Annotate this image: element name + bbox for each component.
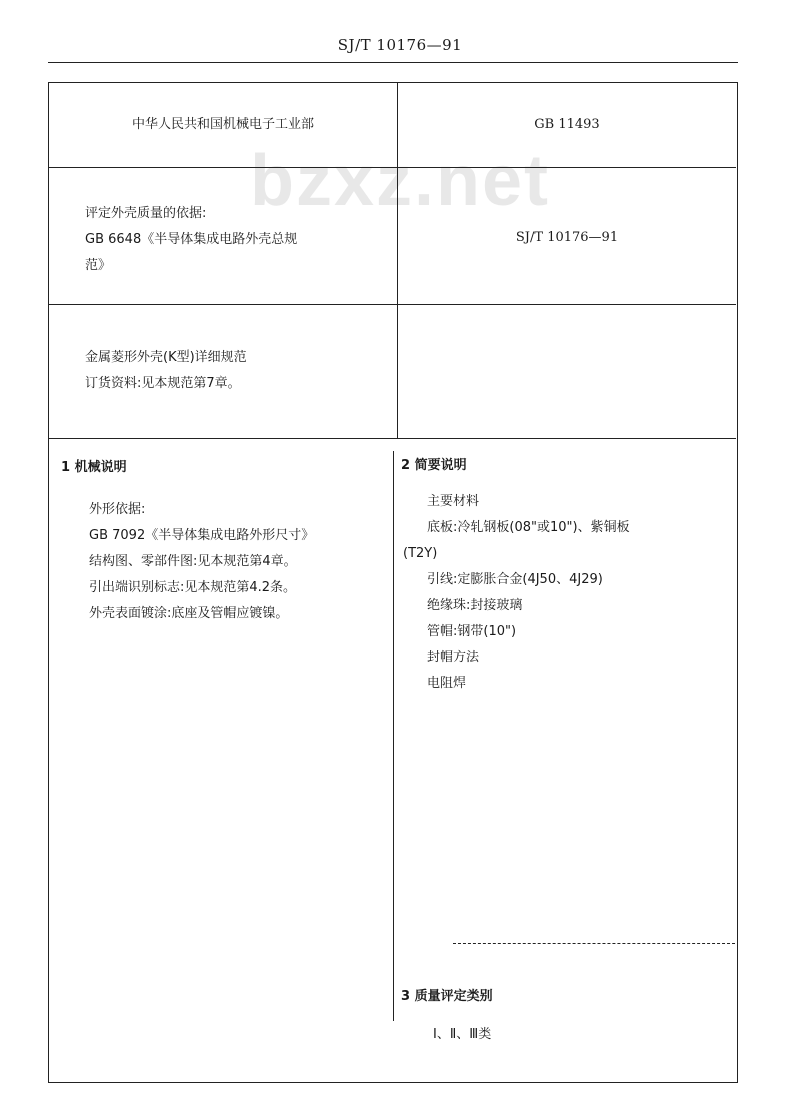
header-rule <box>48 62 738 63</box>
row-divider-3 <box>49 438 736 439</box>
bottom-column-divider <box>393 451 394 1021</box>
quality-class: Ⅰ、Ⅱ、Ⅲ类 <box>433 1027 492 1042</box>
gb-number: GB 11493 <box>534 117 600 132</box>
base-plate-cont: (T2Y) <box>403 546 438 561</box>
ministry-name: 中华人民共和国机械电子工业部 <box>131 117 314 132</box>
section-1-line-2: GB 7092《半导体集成电路外形尺寸》 <box>89 528 315 543</box>
section-1-line-1: 外形依据: <box>89 502 146 517</box>
insulator-material: 绝缘珠:封接玻璃 <box>427 598 523 613</box>
seal-value: 电阻焊 <box>427 676 467 691</box>
section-1-line-5: 外壳表面镀涂:底座及管帽应镀镍。 <box>89 606 289 621</box>
spec-table <box>48 82 738 1083</box>
basis-line-2: 范》 <box>85 258 112 273</box>
row-divider-1 <box>49 167 736 168</box>
spec-title: 金属菱形外壳(K型)详细规范 <box>85 350 247 365</box>
section-2-title: 2 简要说明 <box>401 458 467 473</box>
basis-title: 评定外壳质量的依据: <box>85 206 207 221</box>
section-3-title: 3 质量评定类别 <box>401 989 493 1004</box>
basis-line-1: GB 6648《半导体集成电路外壳总规 <box>85 232 298 247</box>
section-1-title: 1 机械说明 <box>61 460 127 475</box>
watermark-text: bzxz.net <box>249 141 551 221</box>
lead-material: 引线:定膨胀合金(4J50、4J29) <box>427 572 603 587</box>
section-divider <box>453 943 735 944</box>
sj-number: SJ/T 10176—91 <box>515 230 619 245</box>
order-info: 订货资料:见本规范第7章。 <box>85 376 241 391</box>
section-1-line-4: 引出端识别标志:见本规范第4.2条。 <box>89 580 297 595</box>
section-1-line-3: 结构图、零部件图:见本规范第4章。 <box>89 554 297 569</box>
row-divider-2 <box>49 304 736 305</box>
main-material: 主要材料 <box>427 494 480 509</box>
base-plate: 底板:冷轧钢板(08"或10")、紫铜板 <box>427 520 630 535</box>
seal-method: 封帽方法 <box>427 650 480 665</box>
cap-material: 管帽:钢带(10") <box>427 624 517 639</box>
document-code: SJ/T 10176—91 <box>337 36 463 54</box>
